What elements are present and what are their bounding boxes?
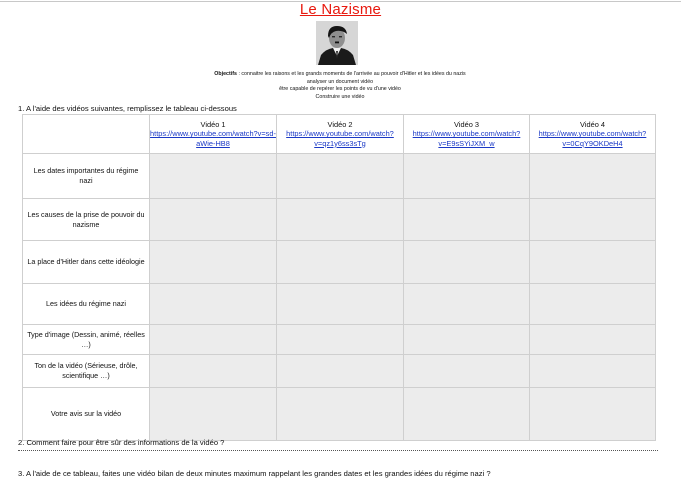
video-analysis-table bbox=[22, 114, 656, 441]
question-1: 1. A l'aide des vidéos suivantes, remplissez le tableau ci-dessous bbox=[18, 104, 237, 113]
answer-cell[interactable] bbox=[530, 241, 656, 284]
answer-cell[interactable] bbox=[404, 154, 530, 199]
answer-cell[interactable] bbox=[404, 388, 530, 441]
answer-cell[interactable] bbox=[150, 241, 277, 284]
video-2-title: Vidéo 2 bbox=[327, 119, 353, 129]
table-row bbox=[23, 388, 656, 441]
question-3: 3. A l'aide de ce tableau, faites une vidéo bilan de deux minutes maximum rappelant les grandes dates et les grandes idées du régime nazi ? bbox=[18, 469, 491, 478]
answer-cell[interactable] bbox=[277, 388, 404, 441]
row-label: Votre avis sur la vidéo bbox=[23, 388, 150, 441]
table-header-row bbox=[23, 115, 656, 154]
objectives-line-2: analyser un document vidéo bbox=[306, 78, 374, 85]
video-2-link[interactable]: https://www.youtube.com/watch?v=qz1y6ss3sTg bbox=[286, 129, 394, 148]
portrait-photo-icon bbox=[316, 21, 358, 65]
video-1-title: Vidéo 1 bbox=[200, 119, 226, 129]
header-video-3 bbox=[404, 115, 530, 154]
answer-cell[interactable] bbox=[404, 325, 530, 355]
row-label: Les dates importantes du régime nazi bbox=[23, 154, 150, 199]
answer-cell[interactable] bbox=[277, 199, 404, 241]
answer-cell[interactable] bbox=[277, 325, 404, 355]
table-row bbox=[23, 325, 656, 355]
table-row bbox=[23, 284, 656, 325]
answer-cell[interactable] bbox=[530, 388, 656, 441]
row-label: Les causes de la prise de pouvoir du nazisme bbox=[23, 199, 150, 241]
answer-cell[interactable] bbox=[150, 355, 277, 388]
video-4-link[interactable]: https://www.youtube.com/watch?v=0CqY9OKDeH4 bbox=[538, 129, 647, 148]
video-1-link[interactable]: https://www.youtube.com/watch?v=sd-aWie-HB8 bbox=[150, 129, 276, 148]
answer-cell[interactable] bbox=[277, 154, 404, 199]
answer-cell[interactable] bbox=[530, 154, 656, 199]
row-label: La place d'Hitler dans cette idéologie bbox=[23, 241, 150, 284]
question-2: 2. Comment faire pour être sûr des informations de la vidéo ? bbox=[18, 438, 225, 447]
answer-cell[interactable] bbox=[530, 284, 656, 325]
objectives-line-1 bbox=[150, 71, 530, 79]
page-title: Le Nazisme bbox=[299, 1, 382, 18]
header-video-4 bbox=[530, 115, 656, 154]
answer-cell[interactable] bbox=[277, 355, 404, 388]
answer-cell[interactable] bbox=[150, 388, 277, 441]
answer-cell[interactable] bbox=[404, 355, 530, 388]
answer-cell[interactable] bbox=[404, 199, 530, 241]
objectives-line-4: Construire une vidéo bbox=[315, 93, 365, 100]
answer-dotted-line[interactable] bbox=[18, 450, 658, 451]
table-row bbox=[23, 241, 656, 284]
answer-cell[interactable] bbox=[404, 284, 530, 325]
objective-text: : connaitre les raisons et les grands moments de l'arrivée au pouvoir d'Hitler et les idées du nazis bbox=[238, 71, 466, 77]
table-row bbox=[23, 199, 656, 241]
answer-cell[interactable] bbox=[277, 284, 404, 325]
header-video-2 bbox=[277, 115, 404, 154]
answer-cell[interactable] bbox=[150, 154, 277, 199]
video-3-title: Vidéo 3 bbox=[454, 119, 479, 129]
objectives-label: Objectifs bbox=[214, 71, 237, 77]
answer-cell[interactable] bbox=[150, 325, 277, 355]
objectives-block bbox=[150, 71, 530, 101]
answer-cell[interactable] bbox=[530, 199, 656, 241]
answer-cell[interactable] bbox=[277, 241, 404, 284]
row-label: Ton de la vidéo (Sérieuse, drôle, scientifique …) bbox=[23, 355, 150, 388]
header-video-1 bbox=[150, 115, 277, 154]
objectives-line-3: être capable de repérer les points de vu d'une vidéo bbox=[279, 86, 401, 93]
row-label: Les idées du régime nazi bbox=[23, 284, 150, 325]
header-blank-cell bbox=[23, 115, 150, 154]
table-row bbox=[23, 355, 656, 388]
answer-cell[interactable] bbox=[150, 199, 277, 241]
answer-cell[interactable] bbox=[530, 325, 656, 355]
answer-cell[interactable] bbox=[150, 284, 277, 325]
portrait-image bbox=[316, 21, 358, 65]
answer-cell[interactable] bbox=[530, 355, 656, 388]
table-row bbox=[23, 154, 656, 199]
video-3-link[interactable]: https://www.youtube.com/watch?v=E9sSYiJXM_w bbox=[412, 129, 521, 148]
video-4-title: Vidéo 4 bbox=[580, 119, 605, 129]
answer-cell[interactable] bbox=[404, 241, 530, 284]
row-label: Type d'image (Dessin, animé, réelles …) bbox=[23, 325, 150, 355]
